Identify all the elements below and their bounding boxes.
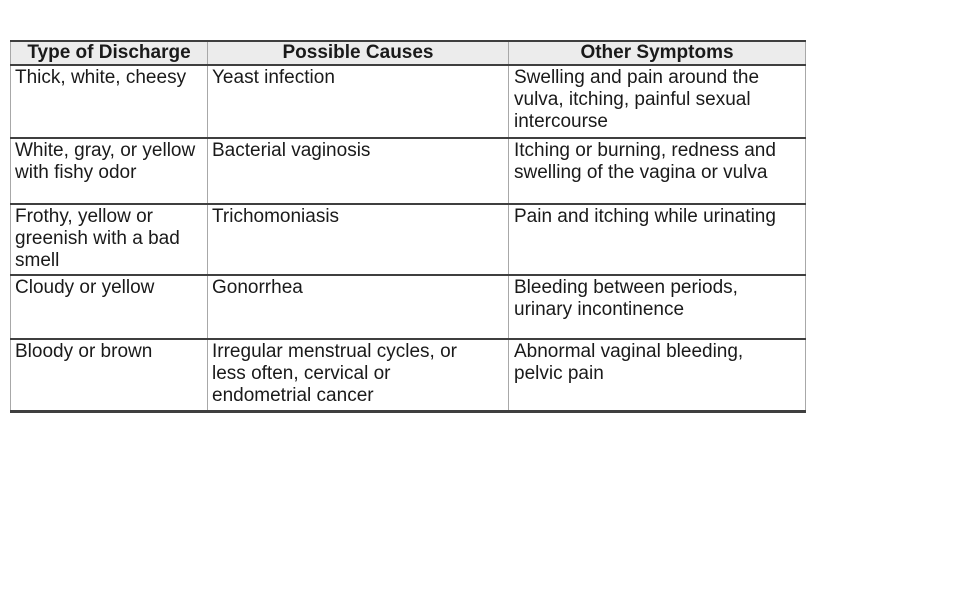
- cell-symptoms: Pain and itching while urinating: [509, 204, 806, 275]
- cell-symptoms: Swelling and pain around the vulva, itching, painful sexual intercourse: [509, 65, 806, 138]
- header-row: [11, 41, 806, 65]
- cell-discharge: Cloudy or yellow: [11, 275, 208, 339]
- cell-discharge: Frothy, yellow or greenish with a bad smell: [11, 204, 208, 275]
- table-row: [11, 275, 806, 339]
- cell-symptoms: Abnormal vaginal bleeding, pelvic pain: [509, 339, 806, 412]
- cell-discharge: White, gray, or yellow with fishy odor: [11, 138, 208, 204]
- cell-discharge: Bloody or brown: [11, 339, 208, 412]
- column-header-other-symptoms: Other Symptoms: [509, 41, 806, 65]
- cell-causes: Bacterial vaginosis: [208, 138, 509, 204]
- cell-symptoms: Bleeding between periods, urinary incontinence: [509, 275, 806, 339]
- column-header-possible-causes: Possible Causes: [208, 41, 509, 65]
- cell-symptoms: Itching or burning, redness and swelling of the vagina or vulva: [509, 138, 806, 204]
- cell-causes: Gonorrhea: [208, 275, 509, 339]
- discharge-table: [10, 40, 806, 413]
- cell-discharge: Thick, white, cheesy: [11, 65, 208, 138]
- table-row: [11, 204, 806, 275]
- cell-causes: Irregular menstrual cycles, or less often, cervical or endometrial cancer: [208, 339, 509, 412]
- table-row: [11, 339, 806, 412]
- cell-causes: Trichomoniasis: [208, 204, 509, 275]
- table-row: [11, 65, 806, 138]
- column-header-type-of-discharge: Type of Discharge: [11, 41, 208, 65]
- table-row: [11, 138, 806, 204]
- cell-causes: Yeast infection: [208, 65, 509, 138]
